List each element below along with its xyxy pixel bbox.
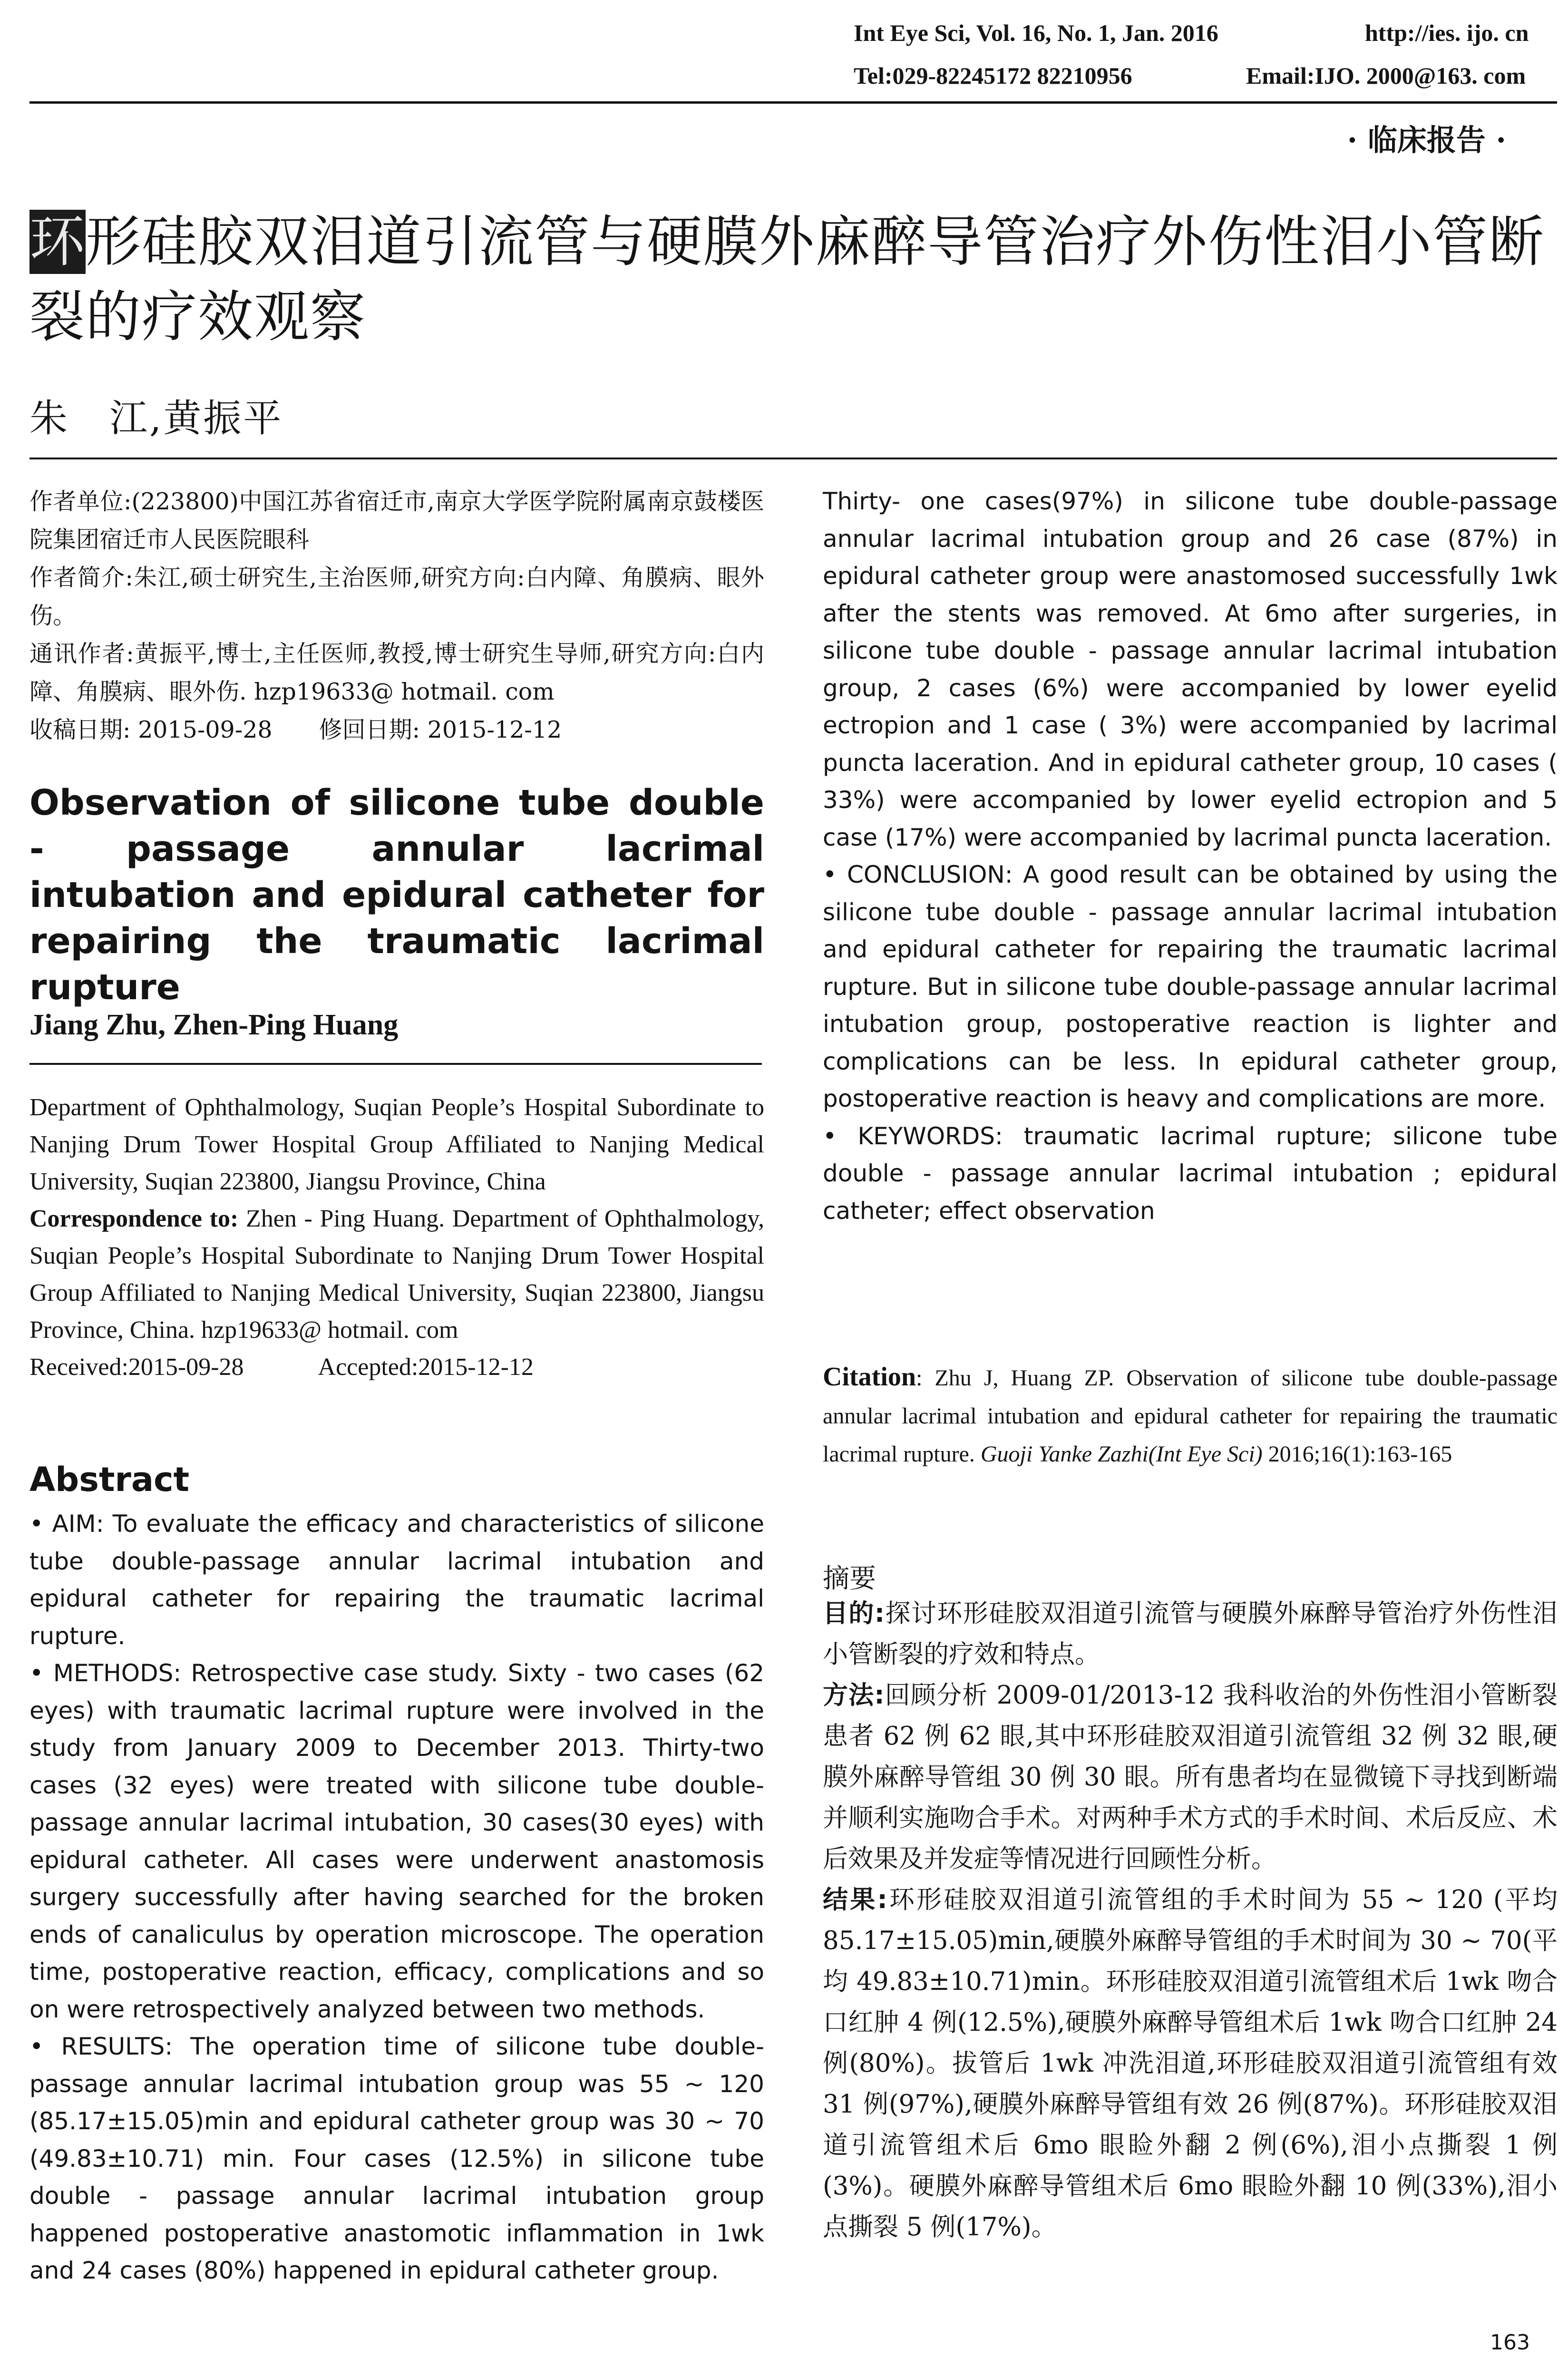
abstract-aim: • AIM: To evaluate the efficacy and characteristics of silicone tube double-passage annular lacrimal intubation and epidural catheter for repairing the traumatic lacrimal rupture. [29,1510,764,1650]
authors-en: Jiang Zhu, Zhen-Ping Huang [29,1009,399,1041]
abstract-cn-aim-label: 目的: [823,1599,885,1628]
journal-issue: Int Eye Sci, Vol. 16, No. 1, Jan. 2016 [854,19,1218,46]
abstract-keywords: • KEYWORDS: traumatic lacrimal rupture; silicone tube double - passage annular lacrimal intubation ; epidural catheter; effect observation [823,1122,1558,1225]
author-info-cn [29,483,764,749]
affiliation-cn: 作者单位:(223800)中国江苏省宿迁市,南京大学医学院附属南京鼓楼医院集团宿迁市人民医院眼科 [29,488,764,553]
author-divider [29,1063,762,1065]
article-title-en: Observation of silicone tube double - passage annular lacrimal intubation and epidural catheter for repairing the traumatic lacrimal rupture [29,782,764,1008]
affiliation-en: Department of Ophthalmology, Suqian People’s Hospital Subordinate to Nanjing Drum Tower Hospital Group Affiliated to Nanjing Medical University, Suqian 223800, Jiangsu Province, China [29,1094,764,1195]
abstract-right [823,483,1558,1229]
section-tag: · 临床报告 · [1347,123,1506,157]
dates-cn: 收稿日期: 2015-09-28 修回日期: 2015-12-12 [29,716,562,743]
correspondence-cn: 通讯作者:黄振平,博士,主任医师,教授,博士研究生导师,研究方向:白内障、角膜病、眼外伤. hzp19633@ hotmail. com [29,640,764,705]
article-title-cn [29,205,1561,355]
abstract-cn [823,1593,1558,2248]
citation-block [823,1358,1558,1473]
abstract-conclusion: • CONCLUSION: A good result can be obtained by using the silicone tube double - passage annular lacrimal intubation and epidural catheter for repairing the traumatic lacrimal rupture. But in silicone tube double-passage annular lacrimal intubation group, postoperative reaction is lighter and complications can be less. In epidural catheter group, postoperative reaction is heavy and complications are more. [823,861,1558,1112]
citation-label: Citation [823,1362,916,1392]
author-brief-cn: 作者简介:朱江,硕士研究生,主治医师,研究方向:白内障、角膜病、眼外伤。 [29,564,764,629]
main-divider [29,458,1557,459]
abstract-cn-heading: 摘要 [823,1563,876,1594]
journal-email[interactable]: Email:IJO. 2000@163. com [1246,62,1526,89]
title-rest: 形硅胶双泪道引流管与硬膜外麻醉导管治疗外伤性泪小管断裂的疗效观察 [29,210,1545,349]
correspondence-text: Zhen - Ping Huang. Department of Ophthalmology, Suqian People’s Hospital Subordinate to Nanjing Drum Tower Hospital Group Affiliated to Nanjing Medical University, Suqian 223800, Jiangsu Province, China. hzp19633@ hotmail. com [29,1205,764,1344]
abstract-cn-results-label: 结果: [823,1885,887,1914]
abstract-methods: • METHODS: Retrospective case study. Sixty - two cases (62 eyes) with traumatic lacrimal rupture were involved in the study from January 2009 to December 2013. Thirty-two cases (32 eyes) were treated with silicone tube double-passage annular lacrimal intubation, 30 cases(30 eyes) with epidural catheter. All cases were underwent anastomosis surgery successfully after having searched for the broken ends of canaliculus by operation microscope. The operation time, postoperative reaction, efficacy, complications and so on were retrospectively analyzed between two methods. [29,1659,764,2023]
received-accepted-en: Received:2015-09-28 Accepted:2015-12-12 [29,1354,534,1381]
abstract-left [29,1505,764,2289]
abstract-cn-results [823,1880,1558,2248]
journal-tel: Tel:029-82245172 82210956 [854,62,1132,89]
affiliation-block-en [29,1089,764,1386]
header-divider [29,101,1557,104]
abstract-cn-methods-text: 回顾分析 2009-01/2013-12 我科收治的外伤性泪小管断裂患者 62 例 62 眼,其中环形硅胶双泪道引流管组 32 例 32 眼,硬膜外麻醉导管组 30 例 30 眼。所有患者均在显微镜下寻找到断端并顺利实施吻合手术。对两种手术方式的手术时间、术后反应、术后效果及并发症等情况进行回顾性分析。 [823,1681,1558,1873]
abstract-cn-methods-label: 方法: [823,1681,885,1710]
abstract-cn-results-text: 环形硅胶双泪道引流管组的手术时间为 55 ~ 120 (平均 85.17±15.05)min,硬膜外麻醉导管组的手术时间为 30 ~ 70(平均 49.83±10.71)min。环形硅胶双泪道引流管组术后 1wk 吻合口红肿 4 例(12.5%),硬膜外麻醉导管组术后 1wk 吻合口红肿 24 例(80%)。拔管后 1wk 冲洗泪道,环形硅胶双泪道引流管组有效 31 例(97%),硬膜外麻醉导管组有效 26 例(87%)。环形硅胶双泪道引流管组术后 6mo 眼睑外翻 2 例(6%),泪小点撕裂 1 例(3%)。硬膜外麻醉导管组术后 6mo 眼睑外翻 10 例(33%),泪小点撕裂 5 例(17%)。 [823,1885,1558,2241]
abstract-cn-aim [823,1593,1558,1675]
citation-tail: 2016;16(1):163-165 [1262,1442,1452,1467]
abstract-heading: Abstract [29,1460,190,1499]
abstract-results: • RESULTS: The operation time of silicone tube double-passage annular lacrimal intubation group was 55 ~ 120 (85.17±15.05)min and epidural catheter group was 30 ~ 70 (49.83±10.71) min. Four cases (12.5%) in silicone tube double - passage annular lacrimal intubation group happened postoperative anastomotic inflammation in 1wk and 24 cases (80%) happened in epidural catheter group. [29,2033,764,2284]
citation-text: : Zhu J, Huang ZP. Observation of silicone tube double-passage annular lacrimal intubation and epidural catheter for repairing the traumatic lacrimal rupture. [823,1365,1558,1467]
journal-website[interactable]: http://ies. ijo. cn [1365,19,1529,46]
abstract-cn-aim-text: 探讨环形硅胶双泪道引流管与硬膜外麻醉导管治疗外伤性泪小管断裂的疗效和特点。 [823,1599,1558,1669]
abstract-cn-methods [823,1675,1558,1880]
correspondence-label: Correspondence to: [29,1205,239,1232]
citation-journal: Guoji Yanke Zazhi(Int Eye Sci) [980,1442,1263,1467]
abstract-results-cont: Thirty- one cases(97%) in silicone tube double-passage annular lacrimal intubation group and 26 case (87%) in epidural catheter group were anastomosed successfully 1wk after the stents was removed. At 6mo after surgeries, in silicone tube double - passage annular lacrimal intubation group, 2 cases (6%) were accompanied by lower eyelid ectropion and 1 case ( 3%) were accompanied by lacrimal puncta laceration. And in epidural catheter group, 10 cases ( 33%) were accompanied by lower eyelid ectropion and 5 case (17%) were accompanied by lacrimal puncta laceration. [823,487,1558,851]
page-number: 163 [1490,2330,1530,2355]
authors-cn: 朱 江,黄振平 [29,396,283,440]
correspondence-en [29,1200,764,1349]
title-first-char: 环 [29,210,86,274]
